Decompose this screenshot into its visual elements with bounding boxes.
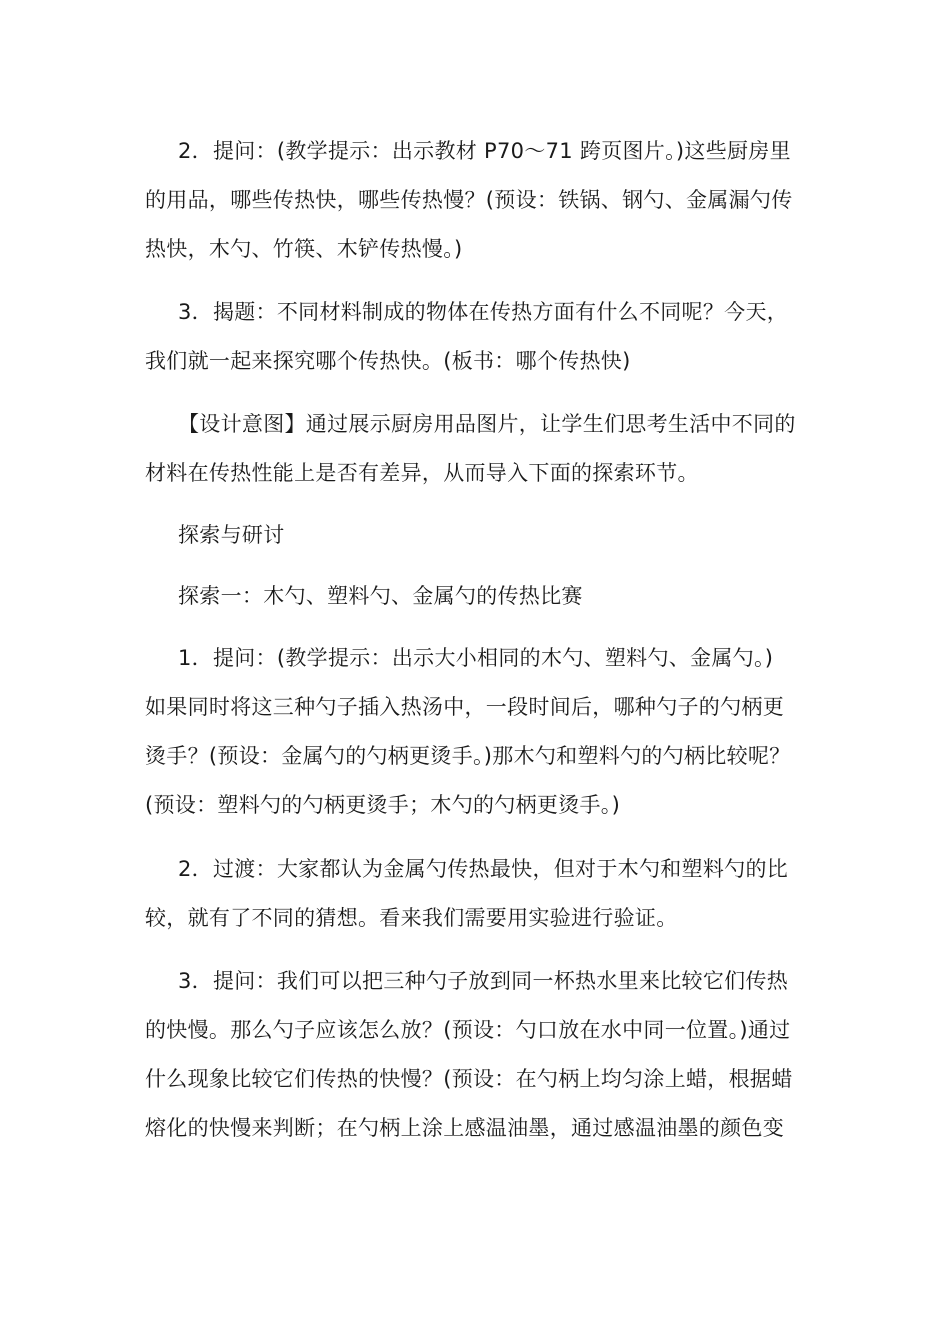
text-line: 如果同时将这三种勺子插入热汤中，一段时间后，哪种勺子的勺柄更 (145, 695, 784, 719)
text-line: 材料在传热性能上是否有差异，从而导入下面的探索环节。 (145, 461, 699, 485)
text-line: 的快慢。那么勺子应该怎么放？(预设：勺口放在水中同一位置。)通过 (145, 1018, 791, 1042)
section-heading: 探索与研讨 (178, 523, 285, 547)
text-line: 3．揭题：不同材料制成的物体在传热方面有什么不同呢？今天， (178, 300, 789, 324)
text-line: 2．提问：(教学提示：出示教材 P70～71 跨页图片。)这些厨房里 (178, 139, 791, 163)
text-line: 什么现象比较它们传热的快慢？(预设：在勺柄上均匀涂上蜡，根据蜡 (145, 1067, 793, 1091)
text-line: 热快，木勺、竹筷、木铲传热慢。) (145, 237, 463, 261)
text-line: 烫手？(预设：金属勺的勺柄更烫手。)那木勺和塑料勺的勺柄比较呢？ (145, 744, 791, 768)
text-line: 较，就有了不同的猜想。看来我们需要用实验进行验证。 (145, 906, 678, 930)
text-line: 我们就一起来探究哪个传热快。(板书：哪个传热快) (145, 349, 631, 373)
text-line: 2．过渡：大家都认为金属勺传热最快，但对于木勺和塑料勺的比 (178, 857, 789, 881)
text-line: 3．提问：我们可以把三种勺子放到同一杯热水里来比较它们传热 (178, 969, 789, 993)
text-line: 熔化的快慢来判断；在勺柄上涂上感温油墨，通过感温油墨的颜色变 (145, 1116, 784, 1140)
text-line: (预设：塑料勺的勺柄更烫手；木勺的勺柄更烫手。) (145, 793, 621, 817)
text-line: 【设计意图】通过展示厨房用品图片，让学生们思考生活中不同的 (178, 412, 796, 436)
text-line: 1．提问：(教学提示：出示大小相同的木勺、塑料勺、金属勺。) (178, 646, 774, 670)
section-subheading: 探索一：木勺、塑料勺、金属勺的传热比赛 (178, 584, 583, 608)
text-line: 的用品，哪些传热快，哪些传热慢？(预设：铁锅、钢勺、金属漏勺传 (145, 188, 793, 212)
